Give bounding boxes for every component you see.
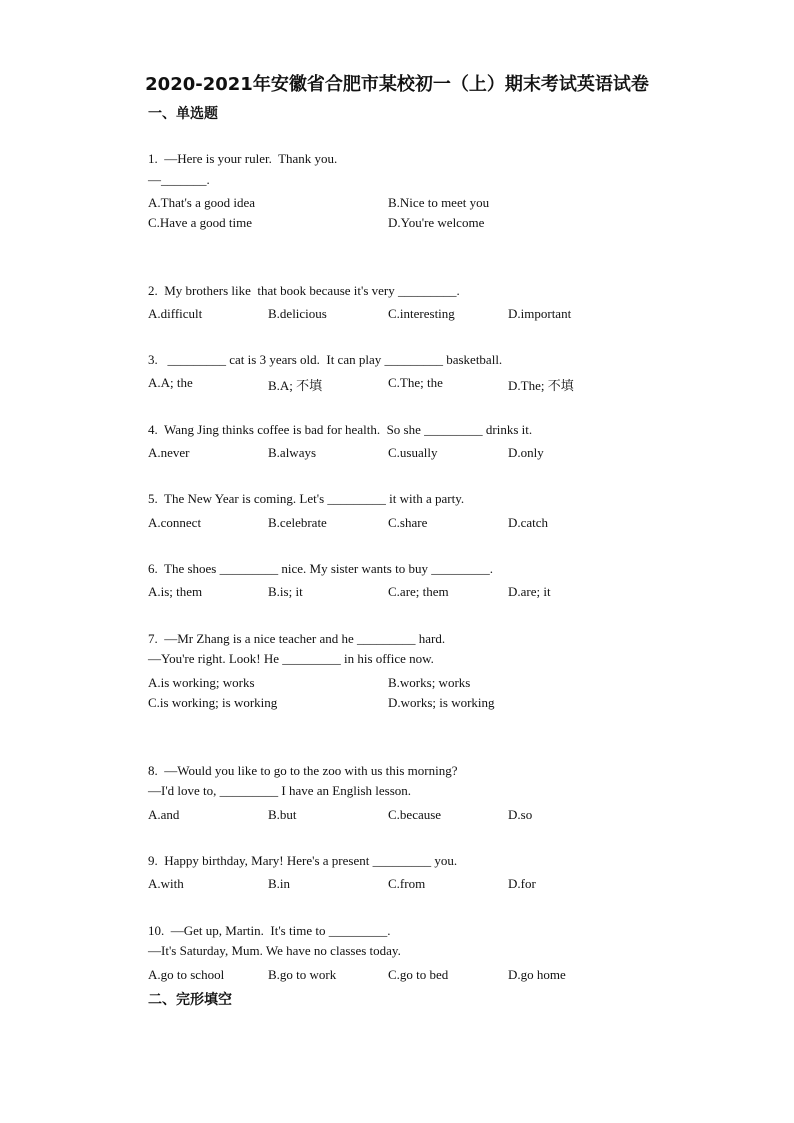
question-1-option-c[interactable]: C.Have a good time	[148, 215, 252, 230]
page-title: 2020-2021年安徽省合肥市某校初一（上）期末考试英语试卷	[145, 74, 649, 95]
question-1-line-1: 1. —Here is your ruler. Thank you.	[148, 151, 338, 166]
question-6-option-a[interactable]: A.is; them	[148, 584, 203, 599]
question-3-option-b[interactable]: B.A; 不填	[268, 378, 323, 393]
question-7-option-a[interactable]: A.is working; works	[148, 675, 255, 690]
question-2-option-d[interactable]: D.important	[508, 306, 572, 321]
question-2-option-c[interactable]: C.interesting	[388, 306, 455, 321]
question-5-option-d[interactable]: D.catch	[508, 515, 549, 530]
question-1-line-2: —_______.	[148, 172, 210, 187]
question-7-line-2: —You're right. Look! He _________ in his office now.	[148, 651, 434, 666]
question-7-option-b[interactable]: B.works; works	[388, 675, 471, 690]
question-8-option-d[interactable]: D.so	[508, 807, 533, 822]
question-5-line-1: 5. The New Year is coming. Let's _________ it with a party.	[148, 491, 465, 506]
question-7-option-c[interactable]: C.is working; is working	[148, 695, 278, 710]
question-1-option-d[interactable]: D.You're welcome	[388, 215, 485, 230]
question-6-option-c[interactable]: C.are; them	[388, 584, 449, 599]
question-9-option-c[interactable]: C.from	[388, 876, 426, 891]
section-heading-cloze: 二、完形填空	[148, 992, 232, 1008]
question-2-option-a[interactable]: A.difficult	[148, 306, 203, 321]
question-10-option-b[interactable]: B.go to work	[268, 967, 337, 982]
question-3-line-1: 3. _________ cat is 3 years old. It can play _________ basketball.	[148, 352, 503, 367]
question-4-option-c[interactable]: C.usually	[388, 445, 438, 460]
question-5-option-b[interactable]: B.celebrate	[268, 515, 327, 530]
question-3-option-c[interactable]: C.The; the	[388, 375, 443, 390]
section-heading-single-choice: 一、单选题	[148, 106, 218, 122]
question-8-option-a[interactable]: A.and	[148, 807, 180, 822]
question-10-option-d[interactable]: D.go home	[508, 967, 566, 982]
question-4-line-1: 4. Wang Jing thinks coffee is bad for health. So she _________ drinks it.	[148, 422, 533, 437]
question-9-option-b[interactable]: B.in	[268, 876, 291, 891]
question-2-line-1: 2. My brothers like that book because it's very _________.	[148, 283, 460, 298]
question-1-option-b[interactable]: B.Nice to meet you	[388, 195, 490, 210]
question-8-line-1: 8. —Would you like to go to the zoo with us this morning?	[148, 763, 458, 778]
question-9-option-a[interactable]: A.with	[148, 876, 184, 891]
question-9-line-1: 9. Happy birthday, Mary! Here's a present _________ you.	[148, 853, 458, 868]
question-8-line-2: —I'd love to, _________ I have an English lesson.	[148, 783, 412, 798]
question-3-option-a[interactable]: A.A; the	[148, 375, 193, 390]
question-6-option-d[interactable]: D.are; it	[508, 584, 551, 599]
question-5-option-a[interactable]: A.connect	[148, 515, 202, 530]
question-7-line-1: 7. —Mr Zhang is a nice teacher and he _________ hard.	[148, 631, 446, 646]
question-7-option-d[interactable]: D.works; is working	[388, 695, 495, 710]
question-10-option-a[interactable]: A.go to school	[148, 967, 225, 982]
question-4-option-b[interactable]: B.always	[268, 445, 317, 460]
question-10-option-c[interactable]: C.go to bed	[388, 967, 449, 982]
question-8-option-b[interactable]: B.but	[268, 807, 297, 822]
question-10-line-1: 10. —Get up, Martin. It's time to _________.	[148, 923, 391, 938]
question-8-option-c[interactable]: C.because	[388, 807, 442, 822]
question-10-line-2: —It's Saturday, Mum. We have no classes today.	[148, 943, 401, 958]
question-5-option-c[interactable]: C.share	[388, 515, 428, 530]
question-1-option-a[interactable]: A.That's a good idea	[148, 195, 256, 210]
question-9-option-d[interactable]: D.for	[508, 876, 536, 891]
question-4-option-d[interactable]: D.only	[508, 445, 544, 460]
question-6-option-b[interactable]: B.is; it	[268, 584, 303, 599]
question-3-option-d[interactable]: D.The; 不填	[508, 378, 574, 393]
question-2-option-b[interactable]: B.delicious	[268, 306, 327, 321]
question-6-line-1: 6. The shoes _________ nice. My sister wants to buy _________.	[148, 561, 493, 576]
question-4-option-a[interactable]: A.never	[148, 445, 190, 460]
